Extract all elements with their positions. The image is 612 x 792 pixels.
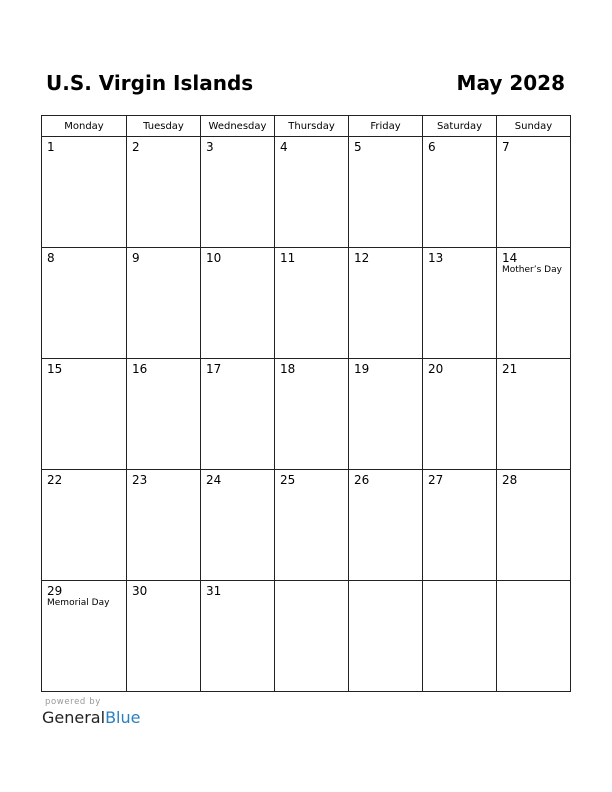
day-number (349, 581, 422, 584)
day-number: 11 (280, 251, 296, 265)
day-cell (349, 359, 423, 470)
day-number: 16 (132, 362, 148, 376)
day-number: 25 (280, 473, 296, 487)
weekday-wednesday: Wednesday (201, 116, 275, 137)
day-cell (423, 359, 497, 470)
weekday-header-row (42, 116, 571, 137)
day-number: 7 (502, 140, 510, 154)
day-cell (497, 581, 571, 692)
day-number: 21 (502, 362, 518, 376)
day-cell (42, 581, 127, 692)
day-cell (497, 248, 571, 359)
day-cell (127, 137, 201, 248)
day-cell (423, 581, 497, 692)
brand-part-blue: Blue (105, 708, 141, 727)
day-number: 29 (47, 584, 63, 598)
day-number: 20 (428, 362, 444, 376)
day-number: 30 (132, 584, 148, 598)
day-cell (201, 581, 275, 692)
day-number: 18 (280, 362, 296, 376)
day-number: 9 (132, 251, 140, 265)
weekday-tuesday: Tuesday (127, 116, 201, 137)
day-number: 14 (502, 251, 518, 265)
day-cell (349, 470, 423, 581)
weekday-thursday: Thursday (275, 116, 349, 137)
day-cell (127, 581, 201, 692)
day-cell (497, 137, 571, 248)
day-cell (349, 137, 423, 248)
day-number: 3 (206, 140, 214, 154)
region-title: U.S. Virgin Islands (46, 71, 254, 95)
day-number: 27 (428, 473, 444, 487)
month-year-title: May 2028 (456, 71, 565, 95)
day-cell (275, 359, 349, 470)
week-row (42, 581, 571, 692)
day-cell (497, 359, 571, 470)
weekday-sunday: Sunday (497, 116, 571, 137)
weekday-saturday: Saturday (423, 116, 497, 137)
day-number: 15 (47, 362, 63, 376)
day-cell (42, 137, 127, 248)
day-number (423, 581, 496, 584)
calendar-grid (41, 115, 571, 692)
day-number: 24 (206, 473, 222, 487)
holiday-label: Memorial Day (47, 598, 110, 608)
day-cell (275, 248, 349, 359)
day-number: 8 (47, 251, 55, 265)
day-number: 12 (354, 251, 370, 265)
day-cell (42, 359, 127, 470)
day-number (275, 581, 348, 584)
week-row (42, 470, 571, 581)
day-number: 31 (206, 584, 222, 598)
day-cell (497, 470, 571, 581)
day-cell (349, 581, 423, 692)
day-cell (127, 248, 201, 359)
day-number: 22 (47, 473, 63, 487)
day-number: 6 (428, 140, 436, 154)
day-cell (275, 470, 349, 581)
day-cell (201, 248, 275, 359)
day-number (497, 581, 570, 584)
day-number: 5 (354, 140, 362, 154)
day-cell (423, 470, 497, 581)
day-cell (275, 581, 349, 692)
brand-part-general: General (42, 708, 106, 727)
day-cell (201, 137, 275, 248)
week-row (42, 359, 571, 470)
day-cell (423, 248, 497, 359)
week-row (42, 248, 571, 359)
weekday-friday: Friday (349, 116, 423, 137)
day-cell (349, 248, 423, 359)
day-number: 1 (47, 140, 55, 154)
day-number: 4 (280, 140, 288, 154)
day-number: 23 (132, 473, 148, 487)
day-number: 13 (428, 251, 444, 265)
day-number: 28 (502, 473, 518, 487)
day-cell (275, 137, 349, 248)
day-cell (127, 470, 201, 581)
day-cell (201, 470, 275, 581)
holiday-label: Mother’s Day (502, 265, 562, 275)
day-number: 19 (354, 362, 370, 376)
day-cell (201, 359, 275, 470)
weekday-monday: Monday (42, 116, 127, 137)
generalblue-logo[interactable] (42, 708, 140, 728)
day-cell (42, 248, 127, 359)
day-number: 2 (132, 140, 140, 154)
day-cell (423, 137, 497, 248)
day-number: 17 (206, 362, 222, 376)
day-cell (42, 470, 127, 581)
day-cell (127, 359, 201, 470)
day-number: 26 (354, 473, 370, 487)
powered-by-label: powered by (45, 697, 101, 707)
week-row (42, 137, 571, 248)
day-number: 10 (206, 251, 222, 265)
